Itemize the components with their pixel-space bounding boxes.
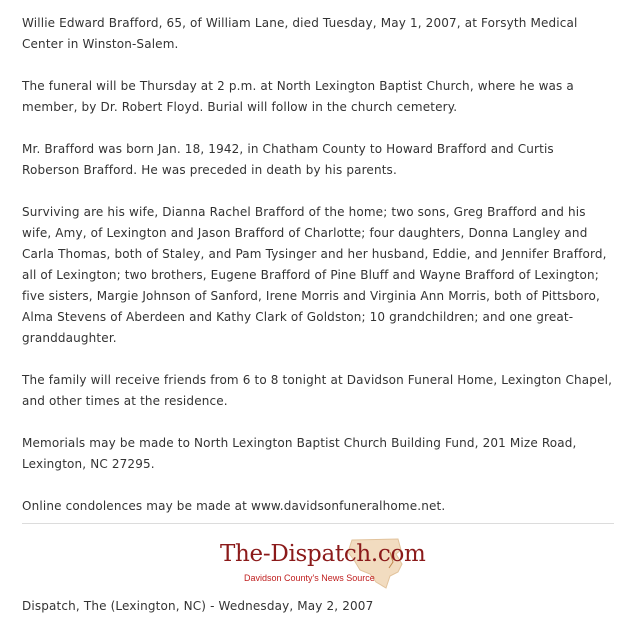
obituary-paragraph: Online condolences may be made at www.davidsonfuneralhome.net.: [22, 499, 446, 513]
divider: [22, 523, 614, 524]
dispatch-logo: [218, 538, 426, 590]
obituary-body: [22, 13, 614, 538]
obituary-paragraph: Memorials may be made to North Lexington Baptist Church Building Fund, 201 Mize Road, Lexington, NC 27295.: [22, 436, 577, 471]
obituary-paragraph: Surviving are his wife, Dianna Rachel Brafford of the home; two sons, Greg Brafford and his wife, Amy, of Lexington and Jason Brafford of Charlotte; four daughters, Donna Langley and Carla Thomas, both of Staley, and Pam Tysinger and her husband, Eddie, and Jennifer Brafford, all of Lexington; two brothers, Eugene Brafford of Pine Bluff and Wayne Brafford of Lexington; five sisters, Margie Johnson of Sanford, Irene Morris and Virginia Ann Morris, both of Pittsboro, Alma Stevens of Aberdeen and Kathy Clark of Goldston; 10 grandchildren; and one great-granddaughter.: [22, 205, 607, 345]
logo-tagline: Davidson County's News Source: [244, 573, 375, 583]
logo-title: The-Dispatch.com: [220, 541, 426, 567]
obituary-paragraph: The family will receive friends from 6 to 8 tonight at Davidson Funeral Home, Lexington Chapel, and other times at the residence.: [22, 373, 613, 408]
obituary-paragraph: Willie Edward Brafford, 65, of William Lane, died Tuesday, May 1, 2007, at Forsyth Medical Center in Winston-Salem.: [22, 16, 578, 51]
obituary-paragraph: The funeral will be Thursday at 2 p.m. at North Lexington Baptist Church, where he was a member, by Dr. Robert Floyd. Burial will follow in the church cemetery.: [22, 79, 574, 114]
source-citation: Dispatch, The (Lexington, NC) - Wednesday, May 2, 2007: [22, 599, 374, 613]
obituary-paragraph: Mr. Brafford was born Jan. 18, 1942, in Chatham County to Howard Brafford and Curtis Roberson Brafford. He was preceded in death by his parents.: [22, 142, 554, 177]
